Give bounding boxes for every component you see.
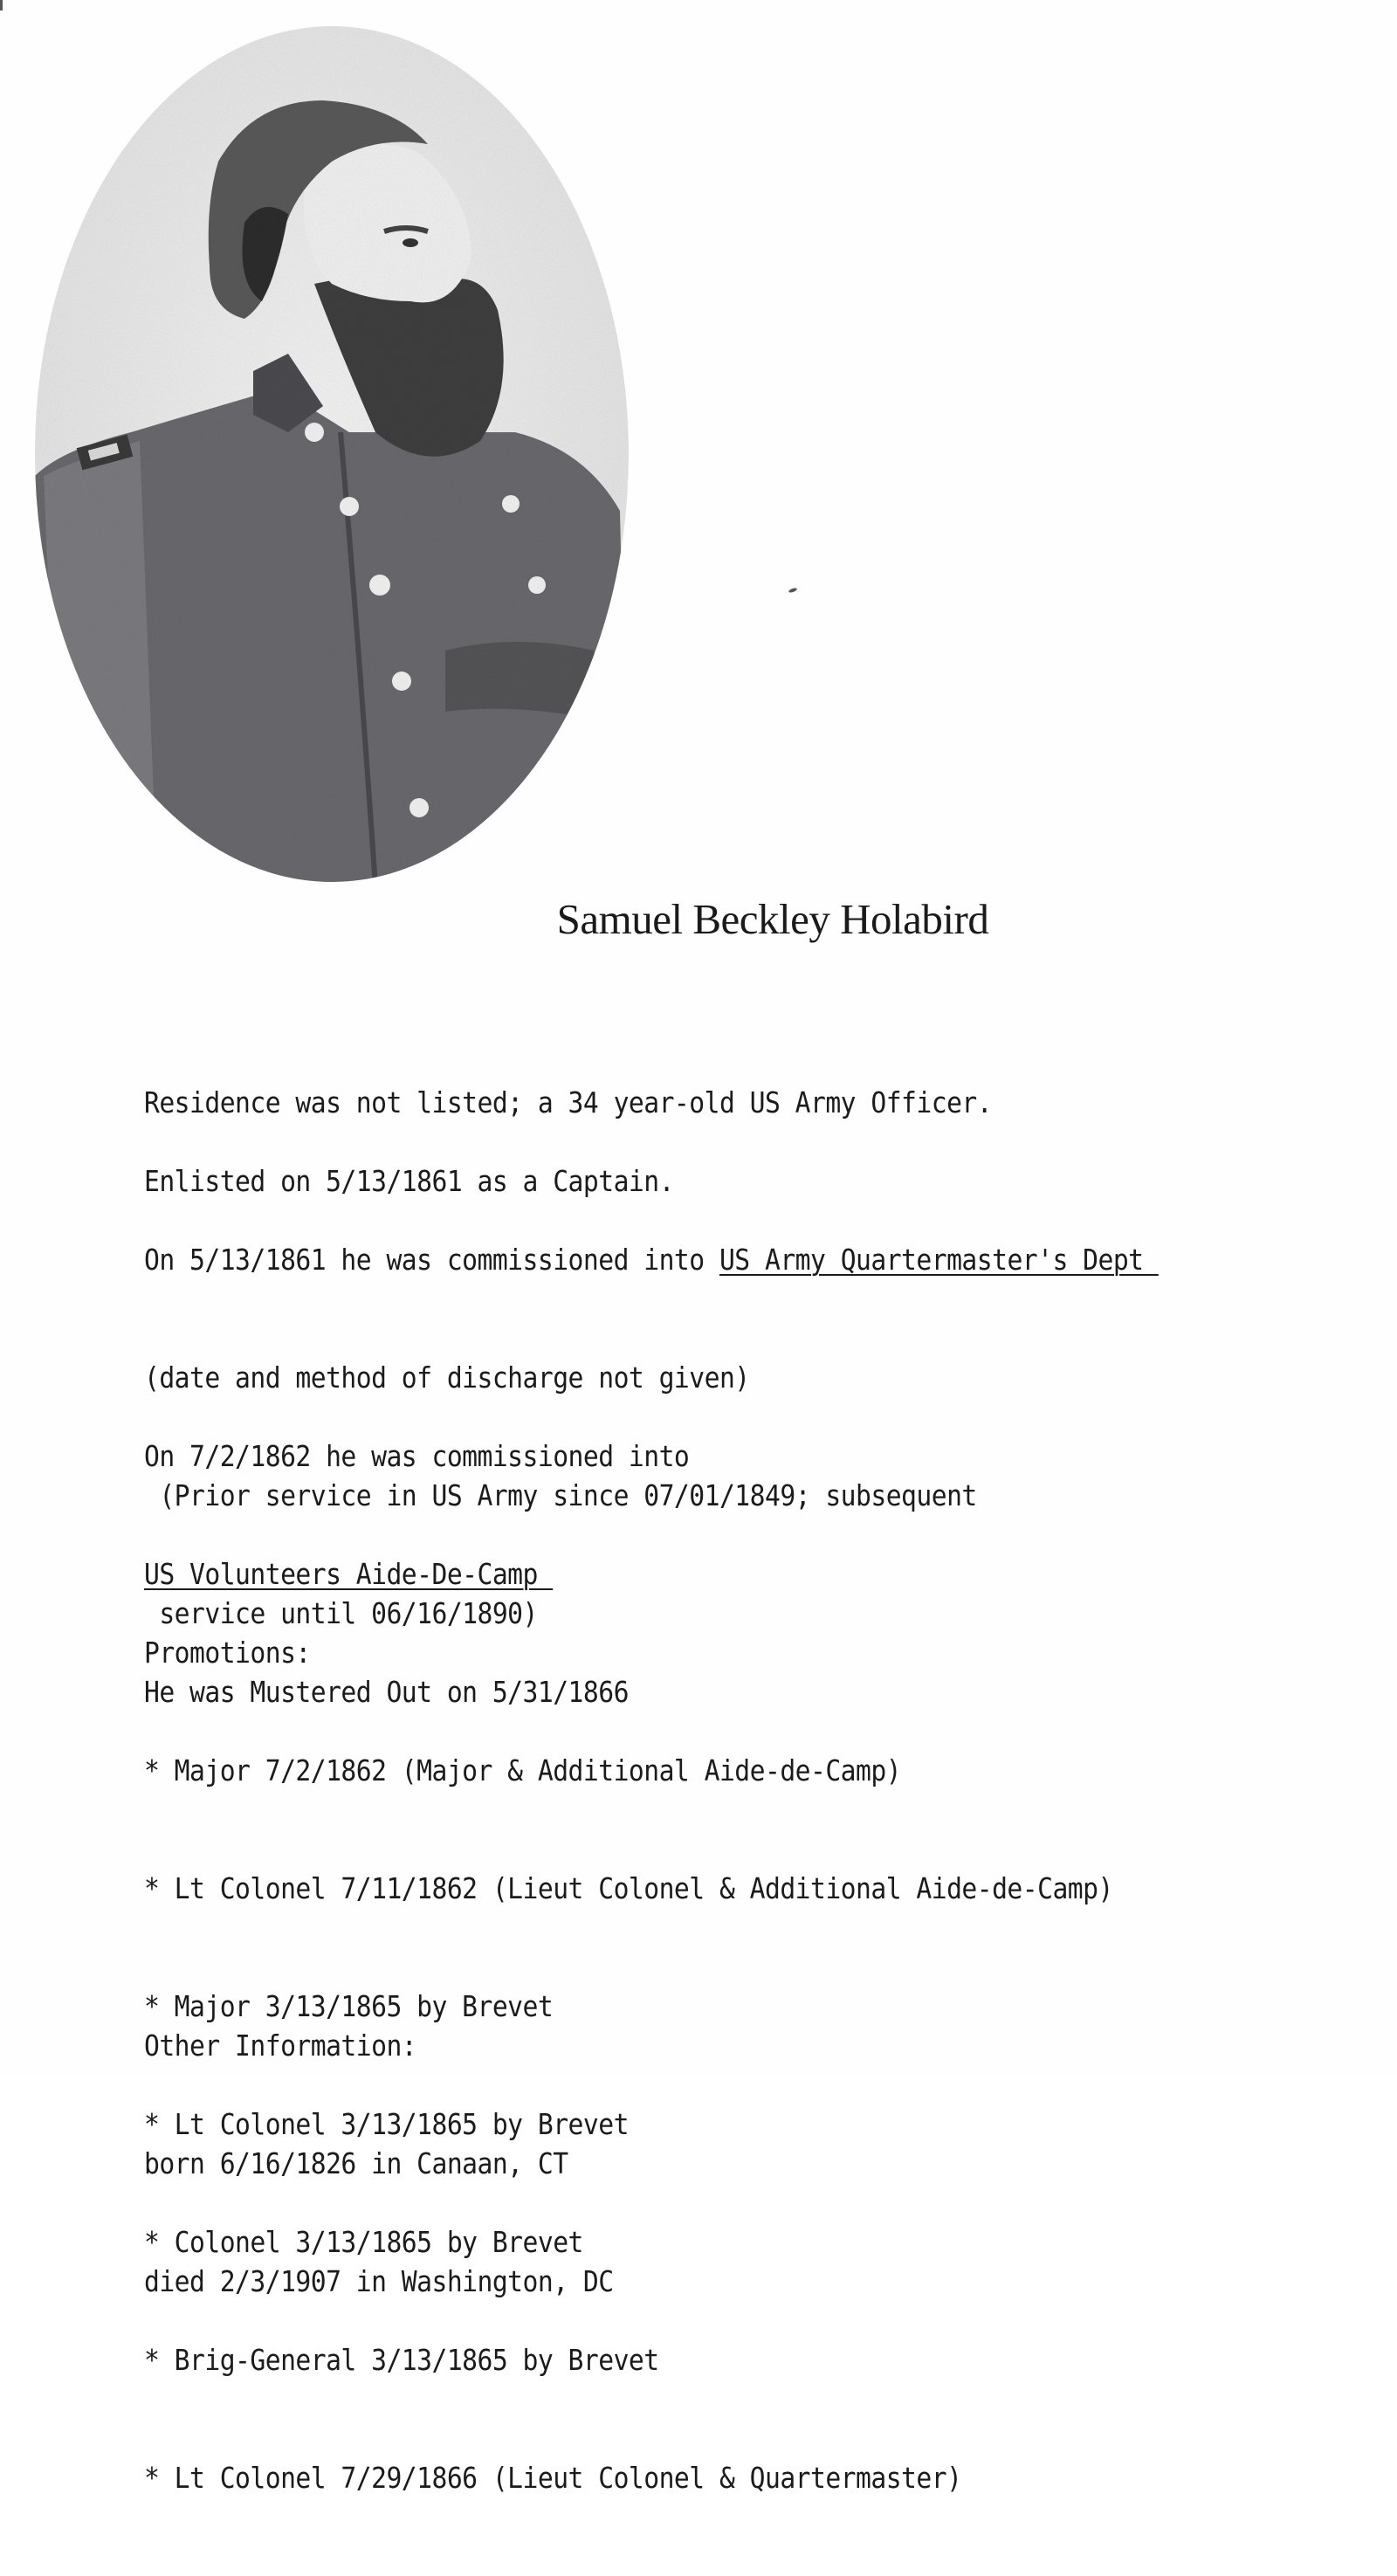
- promotion-item: * Major 3/13/1865 by Brevet: [144, 1989, 554, 2023]
- promotion-item: * Major 7/2/1862 (Major & Additional Aide-de-Camp): [144, 1753, 902, 1787]
- person-name-heading: Samuel Beckley Holabird: [556, 895, 989, 943]
- residence-text: Residence was not listed; a 34 year-old US Army Officer.: [144, 1085, 993, 1119]
- other-information-heading: Other Information:: [144, 2028, 417, 2063]
- commission-1-unit-link[interactable]: US Army Quartermaster's Dept: [719, 1243, 1159, 1277]
- promotion-item: * Lt Colonel 7/29/1866 (Lieut Colonel & Quartermaster): [144, 2461, 962, 2495]
- other-information-section: [144, 1947, 614, 2380]
- commission-1-discharge: (date and method of discharge not given): [144, 1360, 750, 1395]
- scan-speck: [788, 587, 798, 593]
- commission-2-mustered: He was Mustered Out on 5/31/1866: [144, 1675, 629, 1709]
- promotions-heading: Promotions:: [144, 1636, 311, 1670]
- promotion-item: * Lt Colonel 7/11/1862 (Lieut Colonel & Additional Aide-de-Camp): [144, 1871, 1113, 1905]
- promotion-item: * Lt Colonel 3/13/1865 by Brevet: [144, 2107, 629, 2141]
- promotion-item: * Colonel 3/13/1865 by Brevet: [144, 2225, 583, 2259]
- commission-1-note-1: (Prior service in US Army since 07/01/1849; subsequent: [144, 1478, 977, 1512]
- scan-speck: [0, 0, 3, 10]
- commission-1-line: [144, 1240, 1159, 1279]
- commission-1-prefix: On 5/13/1861 he was commissioned into: [144, 1243, 719, 1277]
- portrait-photo: [26, 22, 637, 886]
- commission-2-unit-link[interactable]: US Volunteers Aide-De-Camp: [144, 1557, 554, 1591]
- commission-1-note-2: service until 06/16/1890): [144, 1596, 538, 1630]
- commission-2-prefix: On 7/2/1862 he was commissioned into: [144, 1439, 690, 1473]
- death-info: died 2/3/1907 in Washington, DC: [144, 2264, 614, 2298]
- enlisted-text: Enlisted on 5/13/1861 as a Captain.: [144, 1164, 674, 1198]
- birth-info: born 6/16/1826 in Canaan, CT: [144, 2146, 568, 2180]
- promotion-item: * Brig-General 3/13/1865 by Brevet: [144, 2343, 659, 2377]
